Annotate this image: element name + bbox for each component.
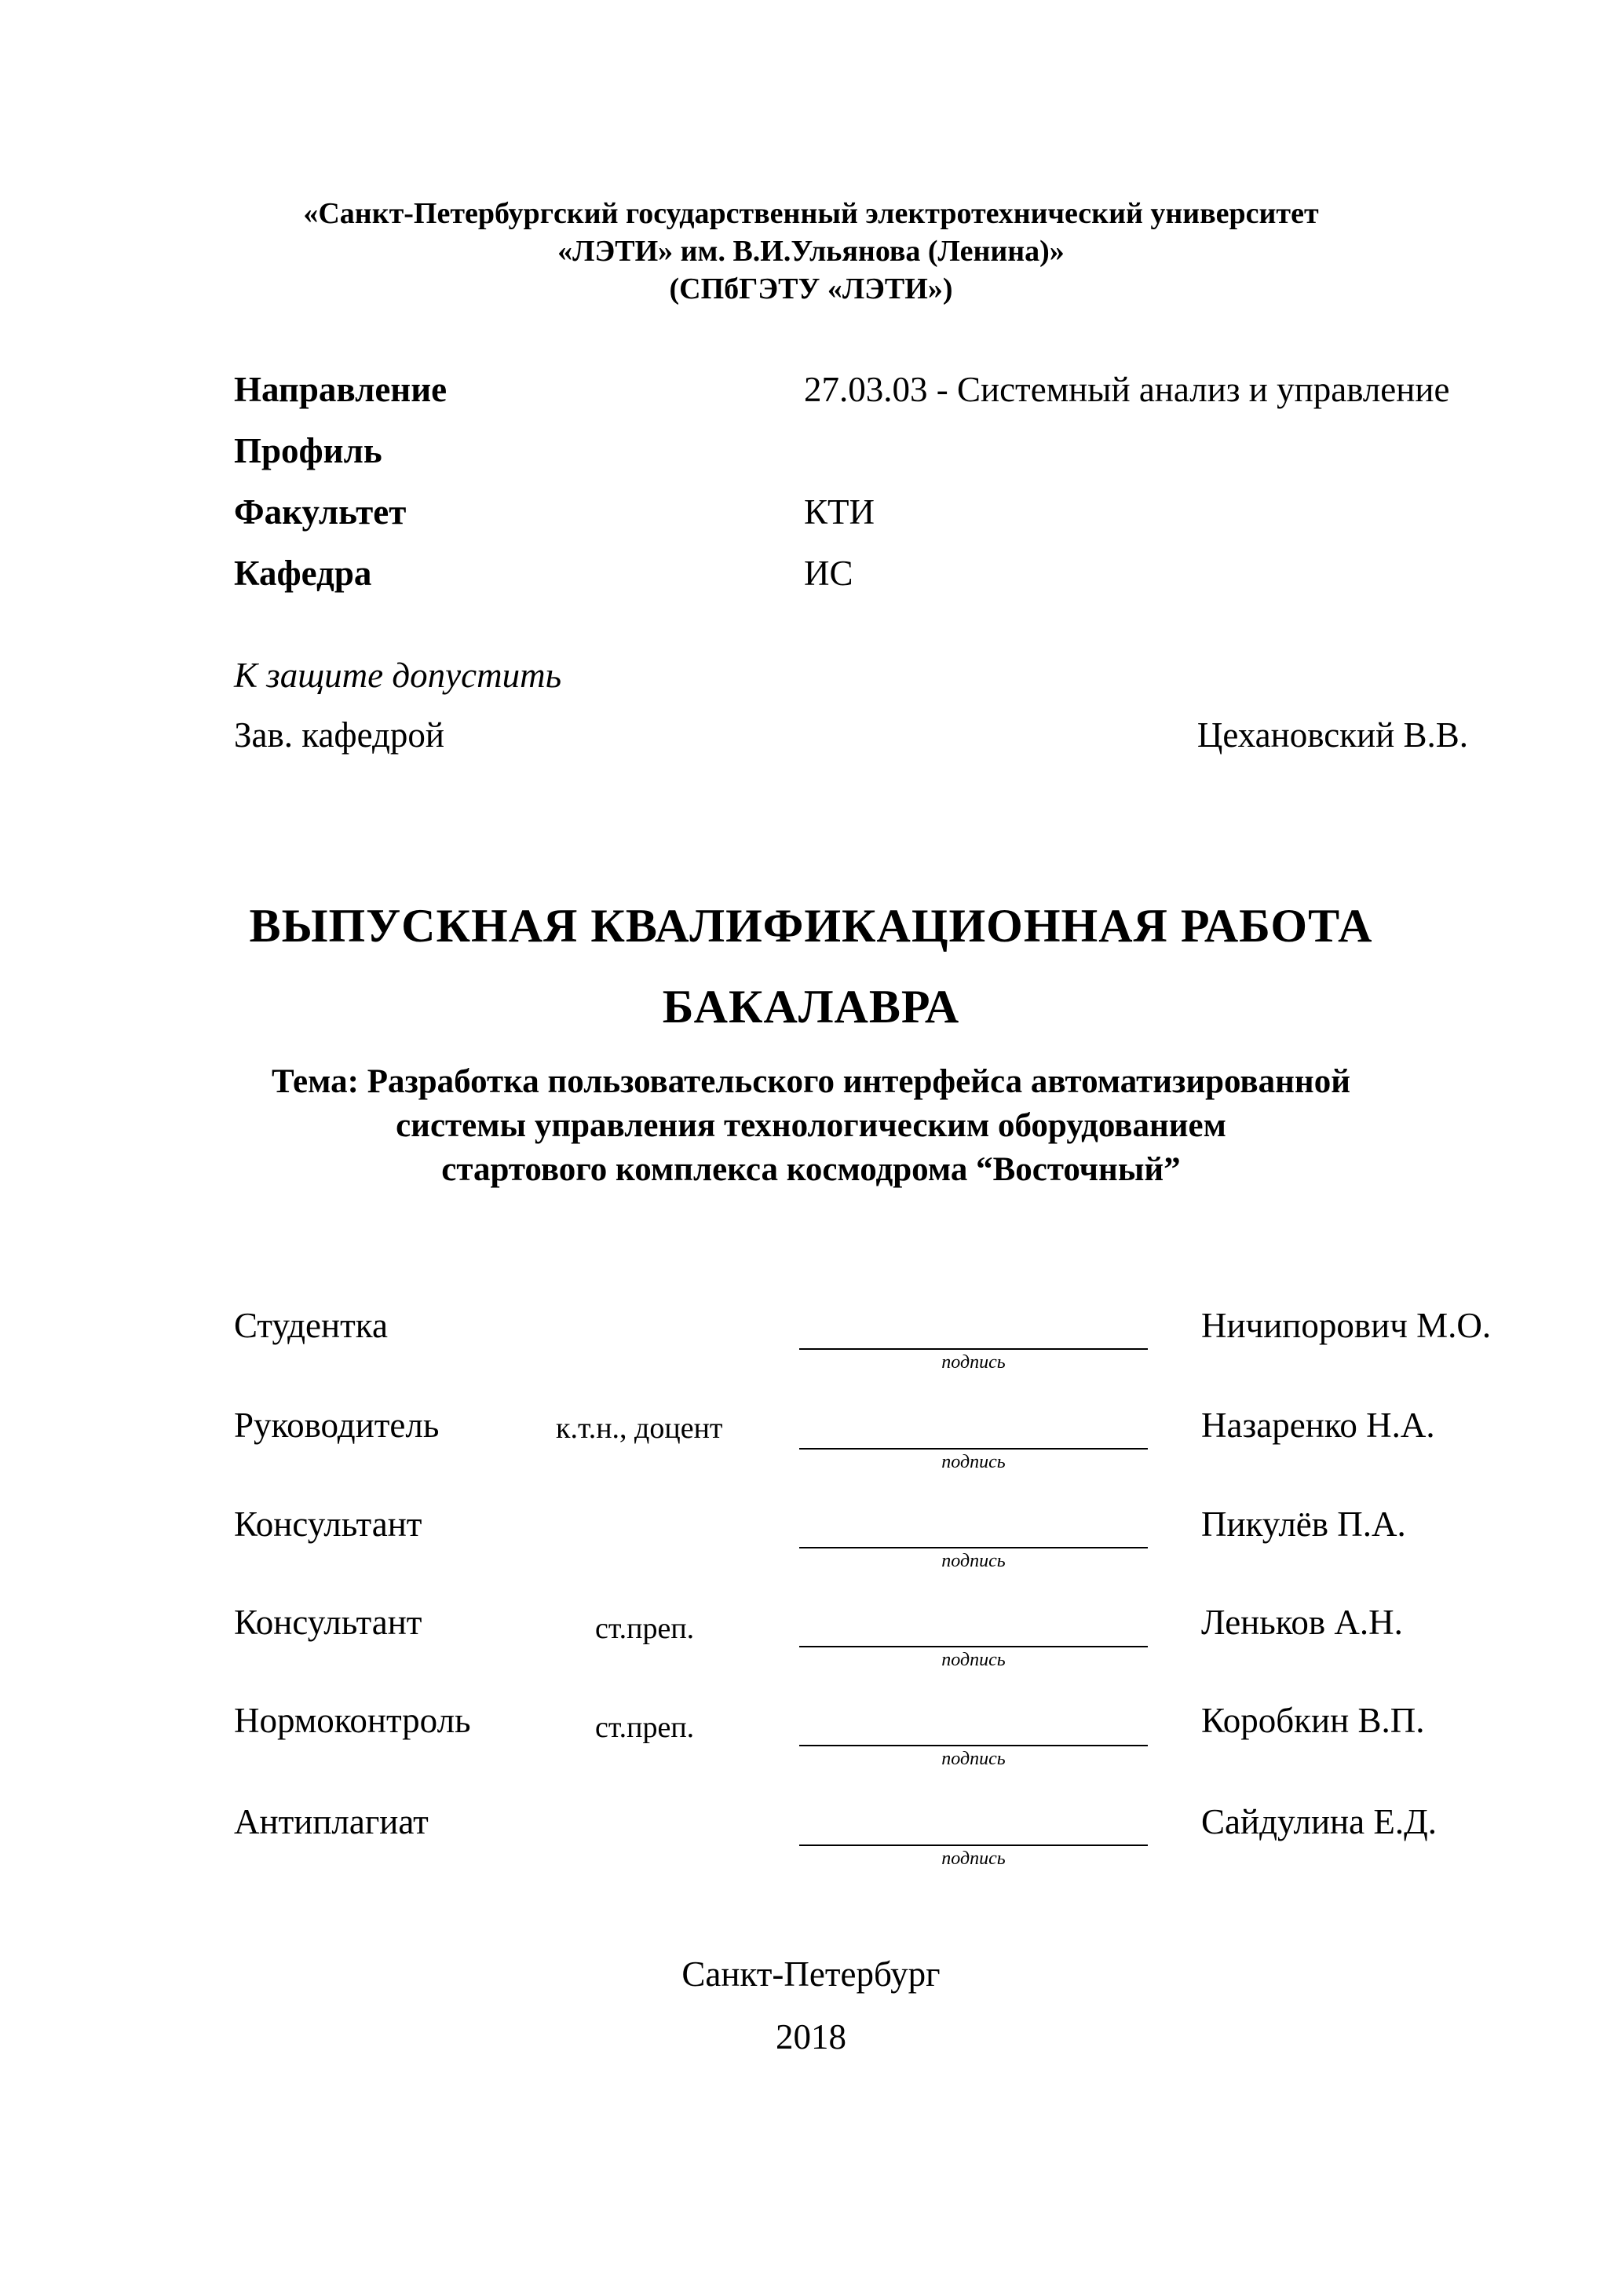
signature-role: Антиплагиат [234, 1802, 429, 1841]
signatory-name: Сайдулина Е.Д. [1201, 1802, 1438, 1841]
signature-role: Консультант [234, 1603, 422, 1642]
signature-caption: подпись [941, 1551, 1006, 1571]
topic-line-2: системы управления технологическим оборудованием [396, 1107, 1226, 1144]
signatory-name: Ничипорович М.О. [1201, 1306, 1492, 1345]
signatory-degree: ст.преп. [595, 1612, 695, 1645]
city: Санкт-Петербург [681, 1954, 941, 1994]
direction-label: Направление [234, 370, 448, 409]
topic-line-3: стартового комплекса космодрома “Восточный” [441, 1151, 1181, 1188]
admission-text: К защите допустить [234, 656, 562, 695]
university-name-line-2: «ЛЭТИ» им. В.И.Ульянова (Ленина)» [557, 235, 1065, 268]
signatory-name: Назаренко Н.А. [1201, 1406, 1435, 1445]
work-title-line-1: ВЫПУСКНАЯ КВАЛИФИКАЦИОННАЯ РАБОТА [249, 900, 1373, 952]
signature-role: Студентка [234, 1306, 388, 1345]
signature-role: Консультант [234, 1504, 422, 1544]
head-of-department-label: Зав. кафедрой [234, 715, 444, 755]
university-abbreviation: (СПбГЭТУ «ЛЭТИ») [669, 272, 953, 305]
signature-caption: подпись [941, 1452, 1006, 1472]
signature-line [799, 1844, 1148, 1846]
signature-line [799, 1646, 1148, 1647]
signature-role: Нормоконтроль [234, 1701, 471, 1740]
department-value: ИС [804, 554, 853, 593]
faculty-value: КТИ [804, 492, 875, 532]
department-label: Кафедра [234, 554, 372, 593]
signatory-degree: ст.преп. [595, 1711, 695, 1744]
university-name-line-1: «Санкт-Петербургский государственный электротехнический университет [303, 197, 1319, 230]
signature-line [799, 1348, 1148, 1350]
signature-line [799, 1448, 1148, 1450]
signature-caption: подпись [941, 1650, 1006, 1670]
profile-label: Профиль [234, 431, 382, 470]
signature-caption: подпись [941, 1749, 1006, 1769]
faculty-label: Факультет [234, 492, 407, 532]
signature-caption: подпись [941, 1352, 1006, 1373]
year: 2018 [776, 2017, 846, 2057]
signature-line [799, 1547, 1148, 1548]
signature-line [799, 1745, 1148, 1746]
signatory-degree: к.т.н., доцент [556, 1412, 723, 1445]
signatory-name: Леньков А.Н. [1201, 1603, 1403, 1642]
signatory-name: Пикулёв П.А. [1201, 1504, 1406, 1544]
topic-line-1: Тема: Разработка пользовательского интерфейса автоматизированной [272, 1063, 1350, 1100]
direction-value: 27.03.03 - Системный анализ и управление [804, 370, 1450, 409]
signature-role: Руководитель [234, 1406, 440, 1445]
signatory-name: Коробкин В.П. [1201, 1701, 1425, 1740]
head-of-department-name: Цехановский В.В. [1196, 715, 1468, 755]
signature-caption: подпись [941, 1848, 1006, 1869]
work-title-line-2: БАКАЛАВРА [662, 981, 960, 1033]
